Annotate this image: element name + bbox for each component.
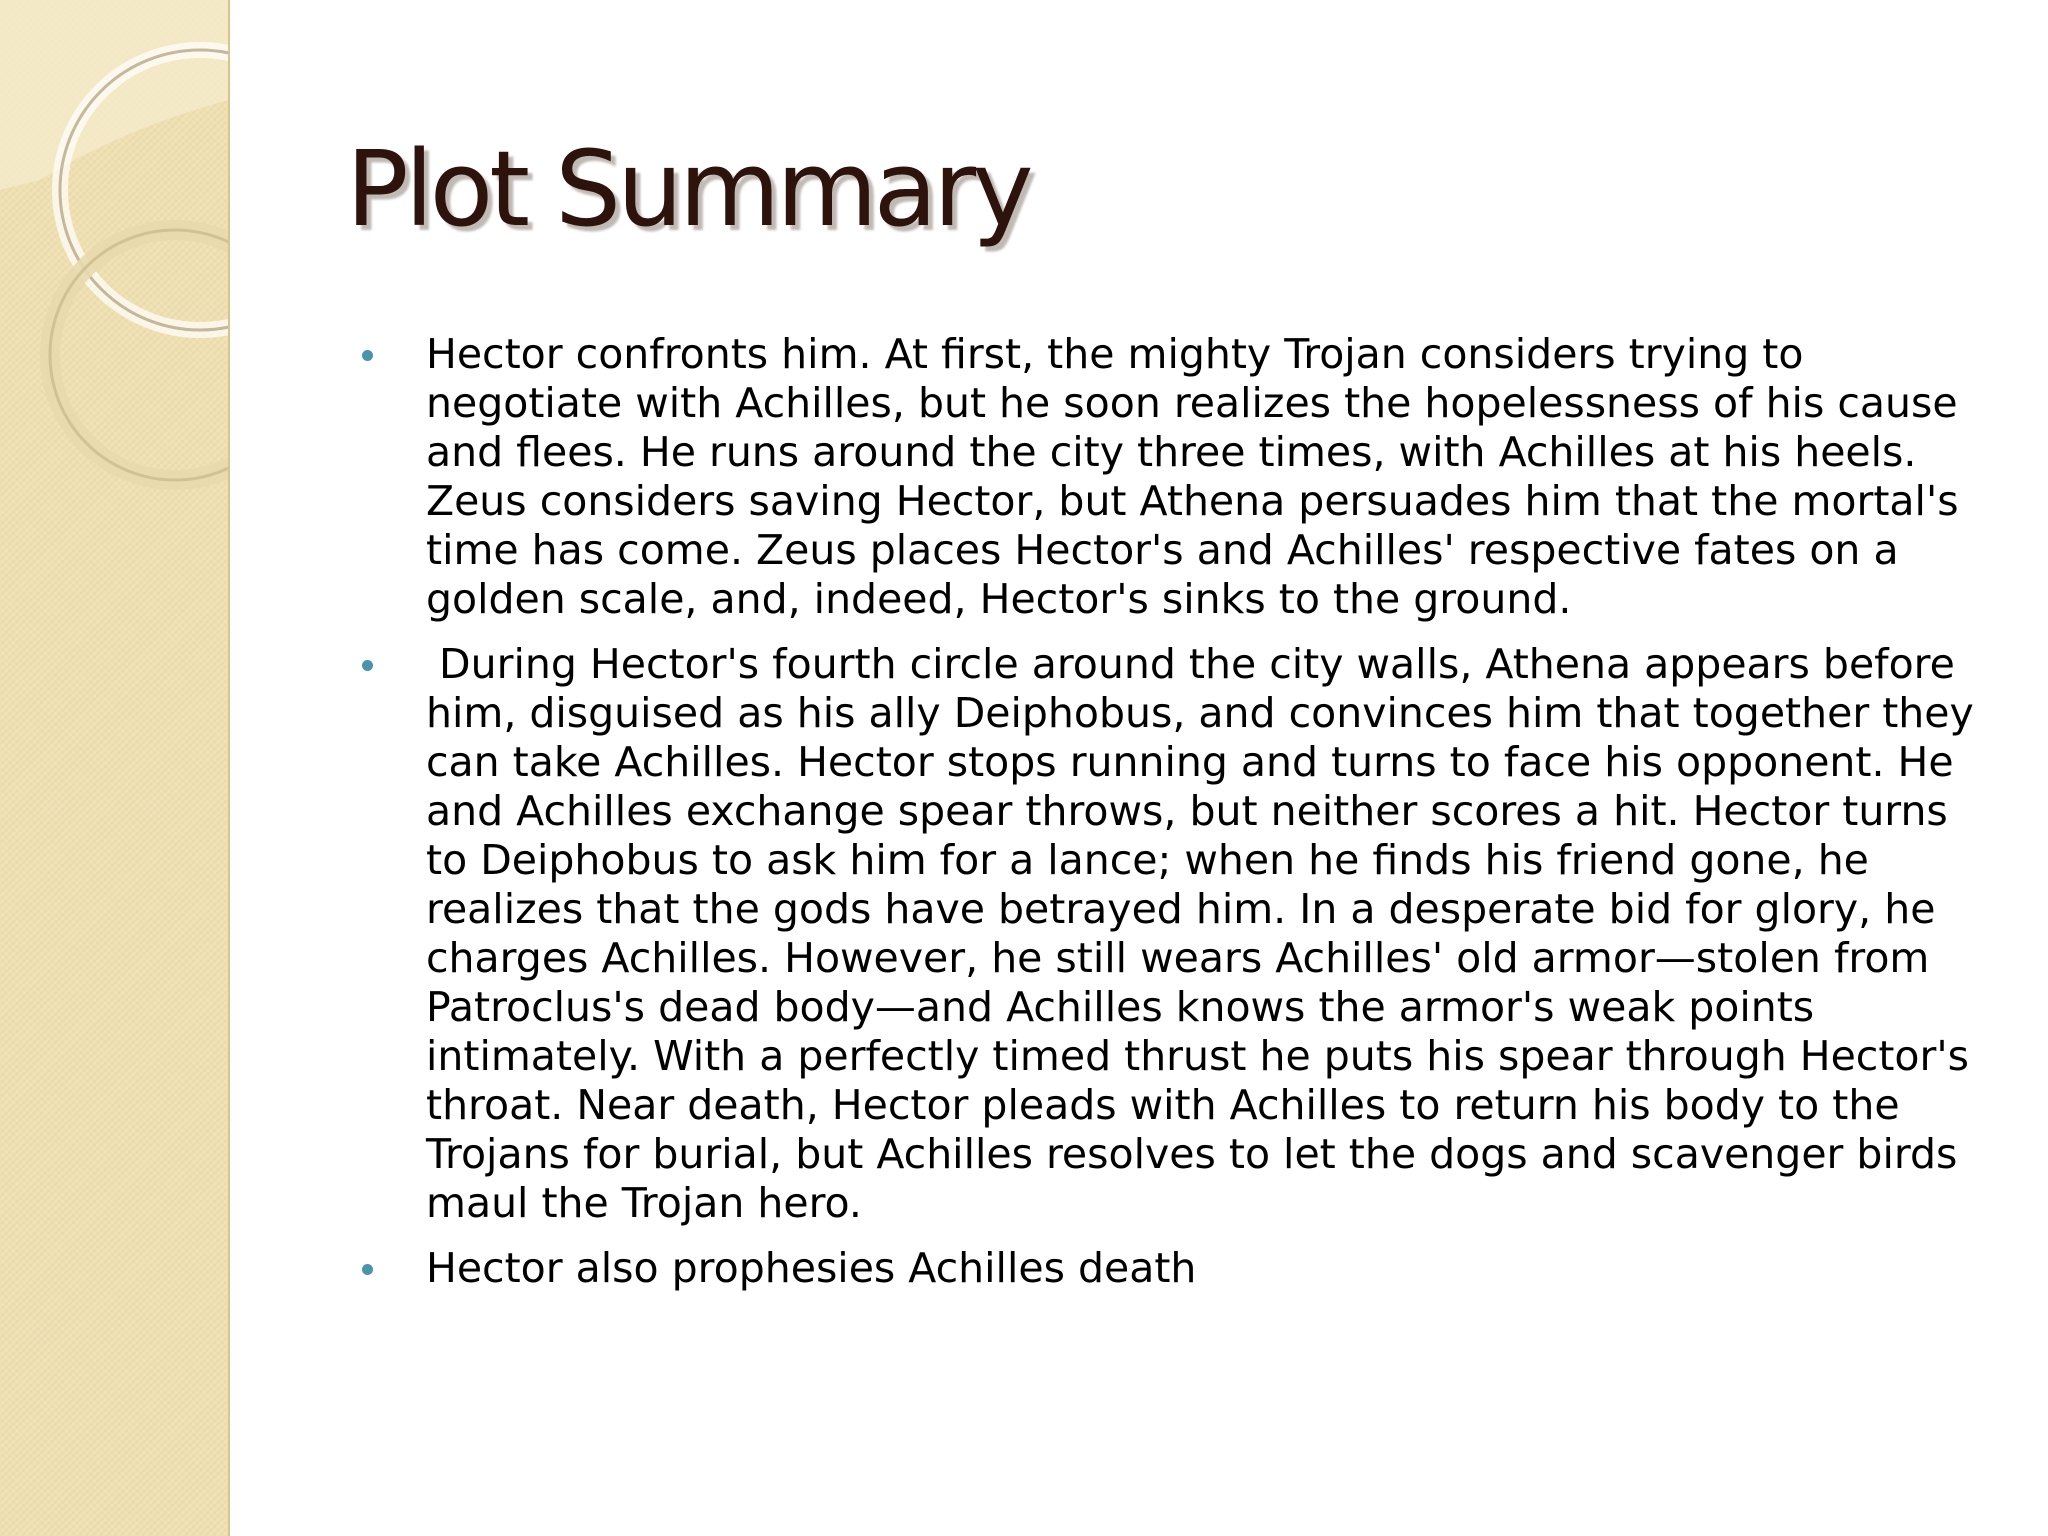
slide-title: Plot Summary [346,128,1030,250]
decorative-rings-graphic [0,0,228,520]
bullet-dot-icon [362,350,373,361]
bullet-dot-icon [362,660,373,671]
decorative-corner-panel [0,0,228,190]
bullet-text: Hector also prophesies Achilles death [426,1244,1197,1292]
decorative-sidebar [0,0,230,1536]
bullet-item [352,330,1992,624]
bullet-item [352,1244,1992,1293]
bullet-dot-icon [362,1264,373,1275]
bullet-list [352,330,1992,1309]
decorative-ring-small [50,230,228,480]
bullet-item [352,640,1992,1228]
bullet-text: Hector confronts him. At first, the mighty Trojan considers trying to negotiate with Achilles, but he soon realizes the hopelessness of his cause and flees. He runs around the city three times, with Achilles at his heels. Zeus considers saving Hector, but Athena persuades him that the mortal's time has come. Zeus places Hector's and Achilles' respective fates on a golden scale, and, indeed, Hector's sinks to the ground. [426,330,1959,623]
bullet-text: During Hector's fourth circle around the city walls, Athena appears before him, disguised as his ally Deiphobus, and convinces him that together they can take Achilles. Hector stops running and turns to face his opponent. He and Achilles exchange spear throws, but neither scores a hit. Hector turns to Deiphobus to ask him for a lance; when he finds his friend gone, he realizes that the gods have betrayed him. In a desperate bid for glory, he charges Achilles. However, he still wears Achilles' old armor—stolen from Patroclus's dead body—and Achilles knows the armor's weak points intimately. With a perfectly timed thrust he puts his spear through Hector's throat. Near death, Hector pleads with Achilles to return his body to the Trojans for burial, but Achilles resolves to let the dogs and scavenger birds maul the Trojan hero. [426,640,1987,1227]
